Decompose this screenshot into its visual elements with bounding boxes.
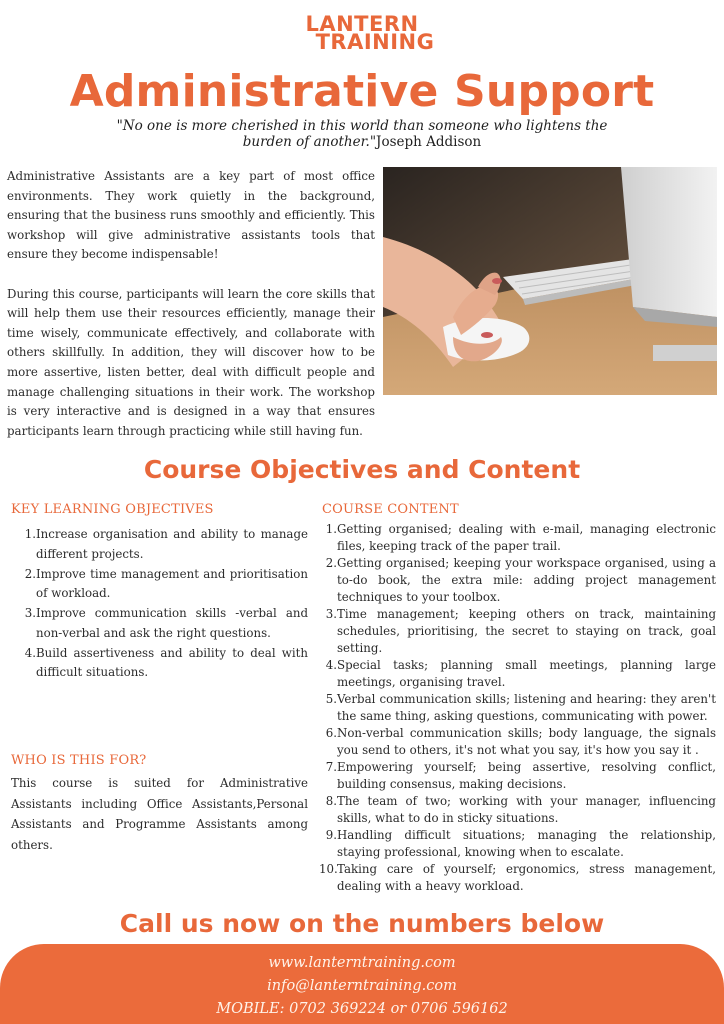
quote-text: "No one is more cherished in this world than someone who lightens the burden of another." (116, 118, 608, 150)
list-item: 1. Getting organised; dealing with e-mail, managing electronic files, keeping track of the paper trail. (325, 522, 716, 553)
quote (100, 118, 624, 150)
list-item: 6. Non-verbal communication skills; body language, the signals you send to others, it's not what you say, it's how you say it . (325, 726, 716, 757)
hand-on-mouse-photo (383, 167, 717, 395)
lantern-training-logo (0, 14, 724, 53)
list-item: 7. Empowering yourself; being assertive, resolving conflict, building consensus, making decisions. (325, 760, 716, 791)
page-title: Administrative Support (69, 66, 655, 117)
list-item: 4. Special tasks; planning small meetings, planning large meetings, organising travel. (325, 658, 716, 689)
logo-line-1: LANTERN (305, 12, 419, 36)
list-item: 1. Increase organisation and ability to manage different projects. (24, 527, 308, 561)
key-objectives-list (22, 525, 308, 683)
list-item: 2. Getting organised; keeping your workspace organised, using a to-do book, the extra mile: adding project management techniques to your toolbox. (325, 556, 716, 604)
course-content-list (319, 521, 716, 895)
course-content-heading: COURSE CONTENT (322, 502, 459, 517)
quote-author: Joseph Addison (376, 134, 482, 150)
who-heading: WHO IS THIS FOR? (11, 753, 147, 768)
photo-illustration (383, 167, 717, 395)
website-link[interactable]: www.lanterntraining.com (268, 955, 456, 971)
list-item: 5. Verbal communication skills; listening and hearing: they aren't the same thing, asking questions, communicating with power. (325, 692, 716, 723)
mobile-numbers: MOBILE: 0702 369224 or 0706 596162 (216, 1001, 508, 1017)
list-item: 10. Taking care of yourself; ergonomics, stress management, dealing with a heavy workload. (319, 862, 716, 893)
list-item: 8. The team of two; working with your manager, influencing skills, what to do in sticky situations. (325, 794, 716, 825)
section-title: Course Objectives and Content (143, 455, 581, 484)
key-objectives-heading: KEY LEARNING OBJECTIVES (11, 502, 214, 517)
who-text: This course is suited for Administrative Assistants including Office Assistants,Personal Assistants and Programme Assistants among others. (11, 776, 308, 852)
email-link[interactable]: info@lanterntraining.com (267, 978, 457, 994)
intro-text (7, 167, 375, 441)
call-to-action: Call us now on the numbers below (119, 909, 605, 938)
list-item: 9. Handling difficult situations; managing the relationship, staying professional, knowing when to escalate. (325, 828, 716, 859)
intro-paragraph-2: During this course, participants will learn the core skills that will help them use their resources efficiently, manage their time wisely, communicate effectively, and collaborate with others skillfully. In addition, they will discover how to be more assertive, listen better, deal with difficult people and manage challenging situations in their work. The workshop is very interactive and is designed in a way that ensures participants learn through practicing while still having fun. (7, 286, 375, 438)
logo-line-2: TRAINING (315, 30, 435, 54)
list-item: 2. Improve time management and prioritisation of workload. (24, 566, 308, 600)
list-item: 3. Improve communication skills -verbal and non-verbal and ask the right questions. (24, 606, 308, 640)
contact-footer (0, 944, 724, 1024)
intro-paragraph-1: Administrative Assistants are a key part of most office environments. They work quietly in the background, ensuring that the business runs smoothly and efficiently. This workshop will give administrative assistants tools that ensure they become indispensable! (7, 169, 375, 262)
list-item: 3. Time management; keeping others on track, maintaining schedules, prioritising, the secret to staying on track, goal setting. (325, 607, 716, 655)
list-item: 4. Build assertiveness and ability to deal with difficult situations. (24, 645, 308, 679)
